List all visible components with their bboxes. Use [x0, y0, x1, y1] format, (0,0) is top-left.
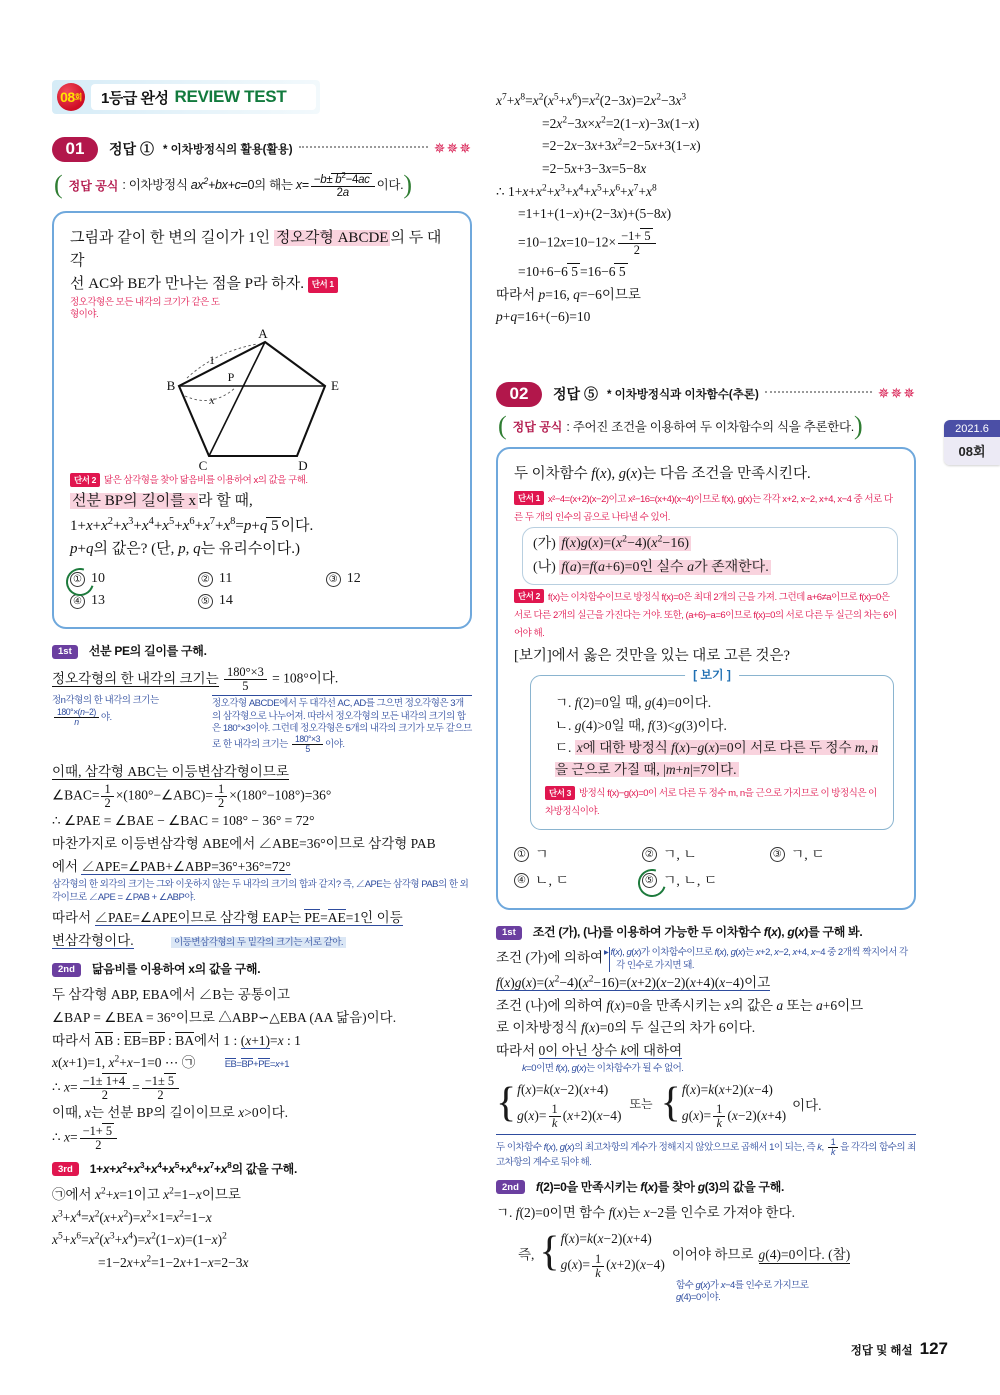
- problem-01-dot-leader: [299, 146, 428, 148]
- choice-2[interactable]: [198, 571, 326, 587]
- sol2-line5: ∴ x= $\frac{-1\pm 1+4}{2}$ = $\frac{-1\pm 5}{2}$: [52, 1075, 472, 1102]
- problem-01-solution-1: [52, 666, 472, 693]
- bogi-item-2-key: ㄴ.: [555, 717, 572, 733]
- sol3-cont2: $=2x^2-3x\times x^2=2(1-x)-3x(1-x)$: [542, 115, 700, 131]
- clue-tag-1: 단서 1: [308, 277, 338, 292]
- p2-note-2: k=0이면 f(x), g(x)는 이차함수가 될 수 없어.: [522, 1062, 684, 1074]
- final-system-row-2: g(x)= $\frac{1}{k}$ (x+2)(x−4): [560, 1251, 665, 1280]
- condition-b-text: f(a)=f(a+6)=0인 실수 a가 존재한다.: [561, 560, 769, 576]
- q1-line3b: 라 할 때,: [198, 493, 253, 510]
- sol3-cont10: p+q=16+(−6)=10: [496, 309, 591, 325]
- step-3-tag: 3rd: [52, 1162, 79, 1176]
- brace-left-3: {: [539, 1229, 560, 1276]
- p2-choice-2-text: ㄱ, ㄴ: [662, 848, 697, 864]
- problem-02-step-1: [496, 923, 916, 941]
- p2-choice-1[interactable]: [514, 844, 642, 864]
- choice-4[interactable]: [70, 593, 198, 609]
- footer-label: 정답 및 해설: [850, 1345, 913, 1357]
- choice-4-text: 13: [91, 593, 105, 609]
- problem-01-solution-6: [496, 90, 916, 329]
- final-system-row-1: f(x)=k(x−2)(x+4): [560, 1231, 652, 1247]
- condition-a-text: $f(x)g(x)=(x^2-4)(x^2-16)$: [561, 533, 689, 552]
- sol1-line7c: 변삼각형이다. 이등변삼각형의 두 밑각의 크기는 서로 같아.: [52, 930, 472, 953]
- problem-02-step-2: [496, 1178, 916, 1196]
- right-column: [496, 80, 916, 1304]
- final-system-rows: [561, 1226, 665, 1279]
- sol2-line3: 따라서 AB : EB=BP : BA에서 1 : (x+1)=x : 1: [52, 1032, 301, 1048]
- p2-choice-4[interactable]: [514, 870, 642, 890]
- sol3-line1: ㉠에서 $x^2+x=1$이고 $x^2=1-x$이므로: [52, 1186, 241, 1202]
- p2-choice-3-text: ㄱ, ㄷ: [790, 848, 825, 864]
- problem-01-formula-row: ( 정답 공식 : 이차방정식 $ax^2+bx+c=0$의 해는 x= $\frac{-b\pm b^2-4ac}{2a}$ 이다. ): [54, 170, 413, 200]
- page-footer: [851, 1339, 948, 1359]
- choice-5-number: ⑤: [198, 594, 213, 609]
- bogi-label: [ 보기 ]: [685, 666, 739, 683]
- choice-1-number: ①: [70, 572, 85, 587]
- condition-box: [522, 527, 898, 585]
- sol2-line7: ∴ x= $\frac{-1+ 5}{2}$: [52, 1125, 472, 1152]
- problem-02-choices: [514, 844, 898, 890]
- p2-choice-3-number: ③: [770, 847, 785, 862]
- q1-line5: p+q의 값은? (단, p, q는 유리수이다.): [70, 540, 301, 557]
- p2-choice-row-1: [514, 844, 898, 864]
- choice-5[interactable]: [198, 593, 326, 609]
- condition-b: [533, 556, 887, 580]
- p2-step-2-title: f(2)=0을 만족시키는 f(x)를 찾아 g(3)의 값을 구해.: [535, 1179, 785, 1194]
- p2-sol-line4: 로 이차방정식 f(x)=0의 두 실근의 차가 6이다.: [496, 1020, 756, 1036]
- problem-01-difficulty-stars: ✵✵✵: [433, 141, 472, 157]
- svg-text:C: C: [198, 458, 208, 474]
- p2-sol-line5b: 0이 아닌 상수 k에 대하여: [538, 1043, 683, 1059]
- problem-01-number: 01: [52, 137, 98, 162]
- brace-left-1: {: [496, 1079, 517, 1126]
- sol1-line3: ∠BAC= $\frac{1}{2}$ ×(180°−∠ABC)= $\frac{1}{2}$ ×(180°−108°)=36°: [52, 782, 332, 811]
- condition-a: [533, 532, 887, 556]
- p2-final-row: [518, 1226, 916, 1279]
- formula-body: : 이차방정식 $ax^2+bx+c=0$의 해는 x= $\frac{-b\pm b^2-4ac}{2a}$ 이다.: [122, 171, 404, 199]
- bogi-item-1-key: ㄱ.: [555, 695, 572, 711]
- problem-01-topic: * 이차방정식의 활용(활용): [162, 144, 293, 156]
- problem-01-question-box: [52, 211, 472, 629]
- sol3-cont6: =1+1+(1−x)+(2−3x)+(5−8x): [518, 206, 672, 222]
- system-right-row-1: f(x)=k(x+2)(x−4): [681, 1082, 773, 1098]
- note-5: EB=BP+PE=x+1: [224, 1059, 290, 1071]
- problem-02-solution-1: [496, 972, 916, 1063]
- problem-01-note-row: [52, 695, 472, 754]
- sol3-cont4: =2−5x+3−3x=5−8x: [542, 161, 647, 177]
- system-left-rows: [517, 1077, 621, 1130]
- problem-01-question-text: [70, 227, 454, 321]
- step-2-title: 닮음비를 이용하여 x의 값을 구해.: [91, 962, 261, 977]
- problem-02-header: [496, 381, 916, 407]
- clue-tag-2-3: 단서 3: [545, 786, 575, 800]
- p2-choice-4-number: ④: [514, 873, 529, 888]
- clue-block-2-1: [514, 489, 898, 525]
- q1-line1: 그림과 같이 한 변의 길이가 1인: [70, 229, 271, 246]
- problem-02-solution-2: [496, 1202, 916, 1225]
- choice-5-text: 14: [218, 593, 233, 609]
- sol3-cont9: 따라서 p=16, q=−6이므로: [496, 286, 641, 302]
- note-1: 정n각형의 한 내각의 크기는 $\frac{180^\circ\times(n-2)}{n}$ 야.: [52, 695, 159, 727]
- sol3-cont3: $=2-2x-3x+3x^2=2-5x+3(1-x)$: [542, 137, 701, 154]
- banner-title: [91, 84, 316, 110]
- note-2: 정오각형 ABCDE에서 두 대각선 AC, AD를 그으면 정오각형은 3개의 삼각형으로 나누어져. 따라서 정오각형의 모든 내각의 크기의 합은 180°×3이야. 그런데 정오각형은 5개의 내각의 크기가 모두 같으므로 한 내각의 크기는 $\frac{180^\circ\times 3}{5}$ 이야.: [212, 695, 472, 754]
- sol1-frac-1: $\frac{180^\circ\times 3}{5}$: [224, 666, 267, 693]
- round-badge: [57, 83, 85, 111]
- sol3-cont7: =10−12x=10−12× $\frac{-1+ 5}{2}$: [496, 230, 916, 257]
- bogi-item-1-text: f(2)=0일 때, g(4)=0이다.: [574, 695, 712, 711]
- p2-choice-5-number: ⑤: [642, 873, 657, 888]
- svg-text:1: 1: [209, 353, 215, 368]
- step-2-tag: 2nd: [52, 963, 81, 977]
- q1-line1b: 의 두 대각: [70, 229, 442, 270]
- p2-note-row: [496, 947, 916, 972]
- clue-text-2-1: x²−4=(x+2)(x−2)이고 x²−16=(x+4)(x−4)이므로 f(x), g(x)는 각각 x+2, x−2, x+4, x−4 중 서로 다른 두 개의 인수의 곱으로 나타낼 수 있어.: [514, 493, 893, 523]
- problem-01-step-1: [52, 642, 472, 660]
- system-left: [496, 1077, 621, 1130]
- svg-text:A: A: [258, 326, 268, 342]
- note-1a: 정n각형의 한 내각의 크기는: [52, 695, 159, 707]
- sol1-line7b: ∠PAE=∠APE이므로 삼각형 EAP는 PE=AE=1인 이등: [94, 910, 403, 926]
- sol3-cont5: ∴ $1+x+x^2+x^3+x^4+x^5+x^6+x^7+x^8$: [496, 183, 657, 199]
- problem-01-solution-3: [52, 907, 472, 952]
- svg-text:D: D: [298, 458, 308, 474]
- side-tab-round: 08회: [944, 437, 1000, 465]
- system-right-row-2: g(x)= $\frac{1}{k}$ (x−2)(x+4): [681, 1102, 787, 1131]
- sol3-line2: $x^3+x^4=x^2(x+x^2)=x^2\times 1=x^2=1-x$: [52, 1209, 212, 1225]
- q1-highlight-bp: 선분 BP의 길이를 x: [72, 493, 197, 510]
- formula-body-2: : 주어진 조건을 이용하여 두 이차함수의 식을 추론한다.: [566, 420, 854, 435]
- round-badge-number: 08: [60, 89, 75, 105]
- condition-a-label: (가): [533, 536, 556, 552]
- note-4: 이등변삼각형의 두 밑각의 크기는 서로 같아.: [171, 937, 346, 948]
- problem-02-dot-leader: [765, 391, 872, 393]
- sol1-line2: 이때, 삼각형 ABC는 이등변삼각형이므로: [52, 763, 289, 779]
- clue-block-2-3: [545, 783, 879, 819]
- brace-left-2: {: [660, 1079, 681, 1126]
- p2-choice-5-text: ㄱ, ㄴ, ㄷ: [662, 874, 718, 890]
- problem-01-answer: 정답 ①: [109, 141, 154, 157]
- p2-sol-line5: [496, 1040, 916, 1063]
- step-3-title: $1+x+x^2+x^3+x^4+x^5+x^6+x^7+x^8$의 값을 구해.: [89, 1159, 297, 1176]
- left-column: [52, 80, 472, 1275]
- clue-text-2-2: f(x)는 이차함수이므로 방정식 f(x)=0은 최대 2개의 근을 가져. 그런데 a+6≠a이므로 f(x)=0은 서로 다른 2개의 실근을 가진다는 거야. 또한, (a+6)−a=6이므로 f(x)=0의 서로 다른 두 실근의 차는 6이어야 해.: [514, 591, 897, 639]
- p2-step-2-tag: 2nd: [496, 1180, 525, 1194]
- p2-choice-3[interactable]: [770, 844, 898, 864]
- bogi-item-3: [555, 737, 879, 782]
- sol1-line5: 마찬가지로 이등변삼각형 ABE에서 ∠ABE=36°이므로 삼각형 PAB: [52, 836, 436, 852]
- choice-3-text: 12: [346, 571, 361, 587]
- bogi-item-2: [555, 715, 879, 737]
- note-2-frac: $\frac{180^\circ\times 3}{5}$: [292, 735, 323, 754]
- system-or: 또는: [629, 1097, 653, 1112]
- svg-text:P: P: [227, 370, 235, 385]
- sol2-line1: 두 삼각형 ABP, EBA에서 ∠B는 공통이고: [52, 987, 290, 1003]
- system-right: [661, 1077, 786, 1130]
- q1-line2: 선 AC와 BE가 만나는 점을 P라 하자.: [70, 276, 304, 293]
- choice-2-number: ②: [198, 572, 213, 587]
- p2-sol-line6: ㄱ. f(2)=0이면 함수 f(x)는 x−2를 인수로 가져야 한다.: [496, 1204, 796, 1220]
- p2-systems-row: [496, 1077, 916, 1130]
- p2-sol-line7-prefix: 즉,: [518, 1247, 535, 1263]
- side-tab-date: 2021.6: [944, 420, 1000, 437]
- round-badge-unit: 회: [74, 92, 82, 102]
- choice-1-text: 10: [91, 571, 105, 587]
- p2-sol-line3: 조건 (나)에 의하여 f(x)=0을 만족시키는 x의 값은 a 또는 a+6이므: [496, 997, 864, 1013]
- bogi-item-3-text: x에 대한 방정식 f(x)−g(x)=0이 서로 다른 두 정수 m, n을 근으로 가질 때, |m+n|=7이다.: [555, 739, 879, 778]
- sol3-cont1: $x^7+x^8=x^2(x^5+x^6)=x^2(2-3x)=2x^2-3x^3$: [496, 92, 687, 108]
- clue-text-1: 정오각형은 모든 내각의 크기가 같은 도형이야.: [70, 296, 220, 320]
- side-tab: [944, 420, 1000, 465]
- problem-02-topic: * 이차방정식과 이차함수(추론): [606, 389, 759, 402]
- clue-text-2: 닮은 삼각형을 찾아 닮음비를 이용하여 x의 값을 구해.: [103, 475, 308, 487]
- formula-key-label-2: 정답 공식: [512, 419, 563, 434]
- problem-01-solution-5: [52, 1184, 472, 1275]
- bogi-item-2-text: g(4)>0일 때, f(3)<g(3)이다.: [574, 717, 727, 733]
- bogi-item-1: [555, 692, 879, 714]
- condition-b-label: (나): [533, 560, 556, 576]
- p2-sol-line7-mid: 이어야 하므로: [671, 1247, 754, 1263]
- problem-01-choices: [70, 571, 454, 609]
- system-tail: 이다.: [792, 1097, 822, 1113]
- step-1-tag: 1st: [52, 645, 78, 659]
- sol3-line3: $x^5+x^6=x^2(x^3+x^4)=x^2(1-x)=(1-x)^2$: [52, 1231, 227, 1248]
- problem-01-solution-2: [52, 761, 472, 879]
- sol1-line7: [52, 907, 472, 930]
- sol1-line4: ∴ ∠PAE = ∠BAE − ∠BAC = 108° − 36° = 72°: [52, 813, 315, 829]
- choice-1[interactable]: [70, 571, 198, 587]
- page-banner: [52, 80, 320, 114]
- svg-text:x: x: [209, 393, 215, 408]
- p2-note-1: ▸ f(x), g(x)가 이차함수이므로 f(x), g(x)는 x+2, x−2, x+4, x−4 중 2개씩 짝지어서 각각 인수로 가지면 돼.: [609, 947, 916, 972]
- choice-3[interactable]: [326, 571, 454, 587]
- sol1-line6b: ∠APE=∠PAB+∠ABP=36°+36°=72°: [81, 858, 291, 874]
- choice-4-number: ④: [70, 594, 85, 609]
- system-right-rows: [682, 1077, 786, 1130]
- sol1-line6a: 에서: [52, 858, 79, 874]
- p2-choice-1-text: ㄱ: [535, 848, 549, 864]
- problem-01-step-2: [52, 960, 472, 978]
- p2-step-1-tag: 1st: [496, 926, 522, 940]
- p2-choice-2-number: ②: [642, 847, 657, 862]
- footer-page-number: 127: [919, 1339, 948, 1358]
- problem-01-question-text-2: [70, 490, 454, 561]
- system-left-row-1: f(x)=k(x−2)(x+4): [517, 1082, 609, 1098]
- sol1-line1a: 정오각형의 한 내각의 크기는: [52, 670, 219, 686]
- svg-text:E: E: [331, 378, 339, 394]
- clue-tag-2-2: 단서 2: [514, 589, 544, 603]
- problem-02-difficulty-stars: ✵✵✵: [877, 386, 916, 402]
- sol2-line2: ∠BAP = ∠BEA = 36°이므로 △ABP∽△EBA (AA 닮음)이다.: [52, 1010, 397, 1026]
- final-system: [539, 1226, 664, 1279]
- p2-choice-5[interactable]: [642, 870, 770, 890]
- sol2-line6: 이때, x는 선분 BP의 길이이므로 x>0이다.: [52, 1105, 289, 1121]
- p2-choice-1-number: ①: [514, 847, 529, 862]
- bogi-item-3-key: ㄷ.: [555, 739, 572, 755]
- p2-note-4: 함수 g(x)가 x−4를 인수로 가지므로 g(4)=0이야.: [676, 1279, 809, 1303]
- banner-title-kr: 1등급 완성: [101, 89, 169, 107]
- note-1-frac: $\frac{180^\circ\times(n-2)}{n}$: [54, 708, 99, 727]
- problem-01-header: [52, 136, 472, 162]
- p2-choice-spacer: [770, 870, 898, 890]
- bogi-wrapper: [530, 668, 894, 830]
- sol3-line4: $=1-2x+x^2=1-2x+1-x=2-3x$: [98, 1254, 249, 1270]
- p2-sol-line1: 조건 (가)에 의하여: [496, 950, 604, 966]
- sol1-line7a: 따라서: [52, 910, 92, 926]
- p2-sol-line5a: 따라서: [496, 1043, 536, 1059]
- pentagon-diagram: [70, 324, 454, 474]
- problem-02-question-box: [496, 447, 916, 910]
- clue-block-2-2: [514, 587, 898, 641]
- p2-choice-2[interactable]: [642, 844, 770, 864]
- p2-choice-4-text: ㄴ, ㄷ: [535, 874, 570, 890]
- q1-highlight-pentagon: 정오각형 ABCDE: [275, 229, 389, 246]
- note-3: 삼각형의 한 외각의 크기는 그와 이웃하지 않는 두 내각의 크기의 합과 같지? 즉, ∠APE는 삼각형 PAB의 한 외각이므로 ∠APE = ∠PAB + ∠ABP야.: [52, 879, 469, 903]
- problem-01-step-3: [52, 1160, 472, 1178]
- sol2-line4: x(x+1)=1, $x^2+x-1=0$ ⋯ ㉠ EB=BP+PE=x+1: [52, 1054, 290, 1071]
- p2-step-1-title: 조건 (가), (나)를 이용하여 가능한 두 이차함수 f(x), g(x)를 구해 봐.: [532, 925, 863, 940]
- clue-text-2-3: 방정식 f(x)−g(x)=0이 서로 다른 두 정수 m, n을 근으로 가지므로 이 방정식은 이차방정식이야.: [545, 788, 877, 818]
- problem-02-question-line2: [보기]에서 옳은 것만을 있는 대로 고른 것은?: [514, 647, 790, 664]
- problem-02-formula-row: ( 정답 공식 : 주어진 조건을 이용하여 두 이차함수의 식을 추론한다. ): [498, 411, 863, 441]
- clue-block-2: [70, 470, 454, 488]
- system-left-row-2: g(x)= $\frac{1}{k}$ (x+2)(x−4): [517, 1102, 622, 1131]
- q1-equation: $1+x+x^2+x^3+x^4+x^5+x^6+x^7+x^8=p+q$ 5 이다.: [70, 515, 314, 534]
- p2-note-3: 두 이차함수 f(x), g(x)의 최고차항의 계수가 정해지지 않았으므로 곱해서 1이 되는, 즉 k, $\frac{1}{k}$ 을 각각의 함수의 최고차항의 계수로 둬야 해.: [496, 1134, 916, 1170]
- p2-sol-line7-tail: g(4)=0이다. (참): [759, 1243, 851, 1264]
- sol1-line1b: = 108°이다.: [272, 670, 339, 686]
- choice-row-2: [70, 593, 454, 609]
- p2-sol-line2: $f(x)g(x)=(x^2-4)(x^2-16)=(x+2)(x-2)(x+4)(x-4)$이고: [496, 974, 771, 991]
- problem-02-question-text: 두 이차함수 f(x), g(x)는 다음 조건을 만족시킨다.: [514, 466, 811, 483]
- bogi-box: [530, 675, 894, 830]
- step-1-title: 선분 PE의 길이를 구해.: [88, 644, 207, 659]
- problem-01-solution-4: [52, 984, 472, 1151]
- problem-02-answer: 정답 ⑤: [553, 386, 598, 403]
- problem-02-number: 02: [496, 382, 542, 407]
- clue-tag-2-1: 단서 1: [514, 491, 544, 505]
- banner-title-en: REVIEW TEST: [174, 87, 287, 106]
- clue-tag-2: 단서 2: [70, 473, 100, 487]
- choice-spacer: [326, 593, 454, 609]
- formula-key-label: 정답 공식: [68, 178, 119, 193]
- choice-2-text: 11: [218, 571, 233, 587]
- svg-text:B: B: [166, 378, 176, 394]
- p2-choice-row-2: [514, 870, 898, 890]
- choice-row-1: [70, 571, 454, 587]
- sol1-line6: [52, 856, 472, 879]
- choice-3-number: ③: [326, 572, 341, 587]
- sol3-cont8: =10+6−6 5 =16−6 5: [518, 264, 626, 280]
